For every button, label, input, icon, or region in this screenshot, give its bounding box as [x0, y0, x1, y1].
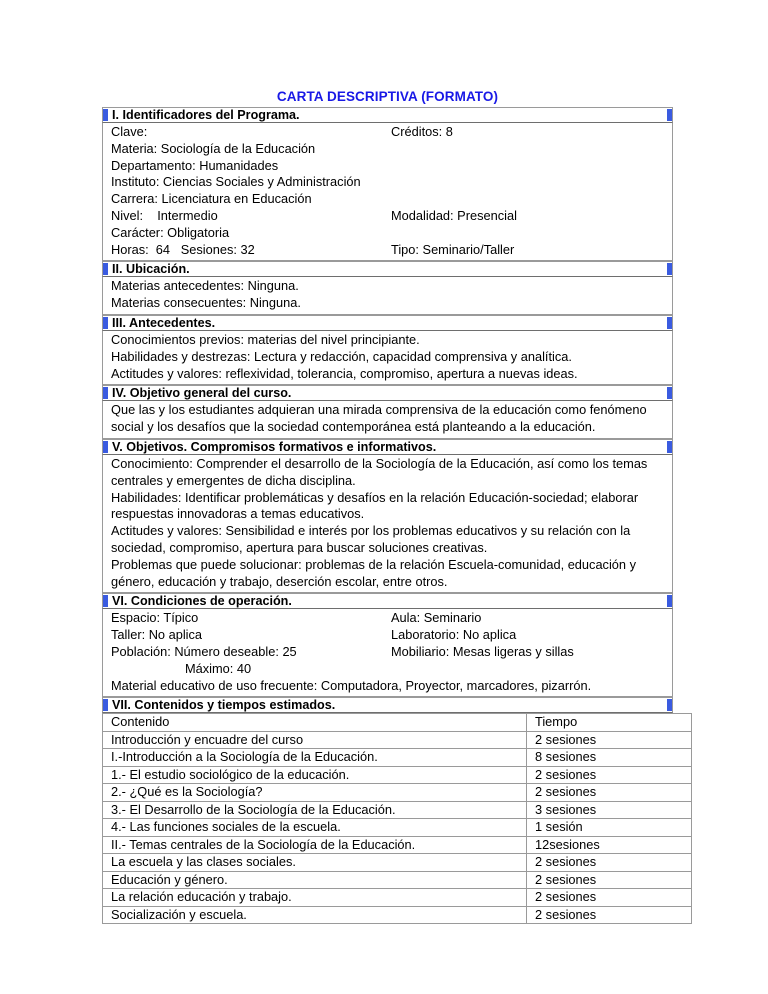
condiciones-row-taller: [103, 627, 672, 644]
objetivos-paragraph-problemas: Problemas que puede solucionar: problemas de la relación Escuela-comunidad, educación y género, educación y trabajo, deserción escolar, entre otros.: [111, 556, 636, 589]
condiciones-left: Taller: No aplica: [111, 627, 203, 643]
contenidos-cell-tiempo: 2 sesiones: [527, 784, 692, 802]
table-row: [103, 854, 692, 872]
section-body-row-objetivos-compromisos: [102, 455, 673, 593]
condiciones-line-material: Material educativo de uso frecuente: Computadora, Proyector, marcadores, pizarrón.: [111, 677, 592, 693]
section-header-antecedentes: [102, 315, 673, 331]
section-body-row-antecedentes: [102, 331, 673, 385]
table-row: [103, 731, 692, 749]
identificador-row-caracter: Carácter: Obligatoria: [111, 224, 230, 240]
contenidos-cell-contenido: La escuela y las clases sociales.: [103, 854, 527, 872]
objetivos-paragraph-actitudes: Actitudes y valores: Sensibilidad e interés por los problemas educativos y su relación con la sociedad, compromiso, apertura para buscar soluciones creativas.: [111, 523, 631, 555]
objetivos-paragraph-conocimiento: Conocimiento: Comprender el desarrollo de la Sociología de la Educación, así como los temas centrales y emergentes de dicha disciplina.: [111, 455, 648, 488]
section-body-row-contenidos: [102, 713, 673, 924]
section-heading-label: II. Ubicación.: [112, 262, 190, 277]
objetivos-paragraph-habilidades: Habilidades: Identificar problemáticas y desafíos en la relación Educación-sociedad; elaborar respuestas innovadoras a temas educativos.: [111, 489, 639, 522]
section-body-row-condiciones: [102, 609, 673, 697]
contenidos-cell-tiempo: 2 sesiones: [527, 871, 692, 889]
page-title: CARTA DESCRIPTIVA (FORMATO): [276, 89, 499, 104]
contenidos-cell-contenido: II.- Temas centrales de la Sociología de la Educación.: [103, 836, 527, 854]
condiciones-left: Población: Número deseable: 25: [111, 643, 297, 659]
table-row: [103, 749, 692, 767]
section-header-objetivos-compromisos: [102, 439, 673, 455]
contenidos-cell-tiempo: 2 sesiones: [527, 906, 692, 924]
section-body-row-objetivo-general: [102, 401, 673, 439]
antecedentes-line-habilidades: Habilidades y destrezas: Lectura y redacción, capacidad comprensiva y analítica.: [111, 348, 572, 364]
section-header-ubicacion: [102, 261, 673, 277]
section-header-row-objetivo-general: [102, 385, 673, 401]
contenidos-col-header-tiempo: Tiempo: [527, 714, 692, 732]
section-body-ubicacion: [102, 277, 673, 315]
contenidos-cell-tiempo: 2 sesiones: [527, 766, 692, 784]
contenidos-cell-tiempo: 2 sesiones: [527, 854, 692, 872]
identificador-row-materia: Materia: Sociología de la Educación: [111, 140, 316, 156]
section-header-row-identificadores: [102, 107, 673, 123]
condiciones-row-espacio: [103, 610, 672, 627]
identificador-right: Modalidad: Presencial: [391, 207, 517, 223]
identificador-row-carrera: Carrera: Licenciatura en Educación: [111, 191, 312, 207]
table-row: [103, 784, 692, 802]
table-row: [103, 836, 692, 854]
section-header-row-condiciones: [102, 593, 673, 609]
section-header-row-antecedentes: [102, 315, 673, 331]
section-header-row-objetivos-compromisos: [102, 439, 673, 455]
condiciones-line-maximo: Máximo: 40: [185, 660, 252, 676]
section-heading-label: III. Antecedentes.: [112, 315, 216, 330]
contenidos-cell-tiempo: 3 sesiones: [527, 801, 692, 819]
table-row: [103, 819, 692, 837]
identificador-row-horas: [103, 242, 672, 259]
identificador-left: Horas: 64 Sesiones: 32: [111, 241, 255, 257]
contenidos-cell-tiempo: 1 sesión: [527, 819, 692, 837]
identificador-row-instituto: Instituto: Ciencias Sociales y Administración: [111, 174, 361, 190]
contenidos-cell-tiempo: 12sesiones: [527, 836, 692, 854]
contenidos-cell-contenido: La relación educación y trabajo.: [103, 889, 527, 907]
identificador-right: Créditos: 8: [391, 124, 453, 139]
contenidos-cell-contenido: I.-Introducción a la Sociología de la Educación.: [103, 749, 527, 767]
ubicacion-line-consecuentes: Materias consecuentes: Ninguna.: [111, 295, 301, 311]
condiciones-left: Espacio: Típico: [111, 610, 199, 626]
contenidos-cell-contenido: 2.- ¿Qué es la Sociología?: [103, 784, 527, 802]
contenidos-cell-contenido: 4.- Las funciones sociales de la escuela.: [103, 819, 527, 837]
section-heading-label: VI. Condiciones de operación.: [112, 594, 292, 609]
identificador-left: Nivel: Intermedio: [111, 207, 218, 223]
table-row: [103, 801, 692, 819]
section-body-objetivos-compromisos: [102, 455, 673, 593]
section-body-identificadores: [102, 123, 673, 261]
contenidos-cell-contenido: Socialización y escuela.: [103, 906, 527, 924]
carta-descriptiva-table: [102, 107, 673, 924]
section-header-objetivo-general: [102, 385, 673, 401]
contenidos-cell-contenido: 3.- El Desarrollo de la Sociología de la Educación.: [103, 801, 527, 819]
contenidos-table-body: [103, 731, 692, 924]
section-body-condiciones: [102, 609, 673, 697]
section-header-contenidos: [102, 697, 673, 713]
condiciones-row-poblacion: [103, 644, 672, 661]
identificador-row-nivel: [103, 208, 672, 225]
condiciones-right: Mobiliario: Mesas ligeras y sillas: [391, 643, 574, 659]
section-body-objetivo-general: [102, 401, 673, 439]
objetivo-general-paragraph: Que las y los estudiantes adquieran una mirada comprensiva de la educación como fenómeno social y los desafíos que la sociedad contemporánea está planteando a la educación.: [111, 402, 647, 435]
contenidos-col-header-contenido: Contenido: [103, 714, 527, 732]
contenidos-header-row: [103, 714, 692, 732]
ubicacion-line-antecedentes: Materias antecedentes: Ninguna.: [111, 278, 299, 294]
section-heading-label: I. Identificadores del Programa.: [112, 108, 300, 122]
condiciones-right: Aula: Seminario: [391, 610, 482, 626]
section-body-row-identificadores: [102, 123, 673, 261]
contenidos-table: [102, 713, 692, 924]
identificador-row-departamento: Departamento: Humanidades: [111, 157, 279, 173]
identificador-row-clave: [103, 124, 672, 141]
section-header-condiciones: [102, 593, 673, 609]
identificador-right: Tipo: Seminario/Taller: [391, 241, 515, 257]
antecedentes-line-actitudes: Actitudes y valores: reflexividad, tolerancia, compromiso, apertura a nuevas ideas.: [111, 365, 578, 381]
contenidos-cell-tiempo: 2 sesiones: [527, 731, 692, 749]
contenidos-cell-contenido: 1.- El estudio sociológico de la educación.: [103, 766, 527, 784]
section-heading-label: VII. Contenidos y tiempos estimados.: [112, 698, 336, 713]
section-heading-label: IV. Objetivo general del curso.: [112, 386, 292, 401]
table-row: [103, 889, 692, 907]
table-row: [103, 871, 692, 889]
contenidos-cell-contenido: Introducción y encuadre del curso: [103, 731, 527, 749]
contenidos-cell-tiempo: 8 sesiones: [527, 749, 692, 767]
section-header-row-ubicacion: [102, 261, 673, 277]
section-header-identificadores: [102, 107, 673, 123]
section-heading-label: V. Objetivos. Compromisos formativos e informativos.: [112, 439, 437, 454]
contenidos-cell-tiempo: 2 sesiones: [527, 889, 692, 907]
section-header-row-contenidos: [102, 697, 673, 713]
antecedentes-line-conocimientos: Conocimientos previos: materias del nivel principiante.: [111, 331, 420, 347]
table-row: [103, 766, 692, 784]
contenidos-cell-contenido: Educación y género.: [103, 871, 527, 889]
section-body-antecedentes: [102, 331, 673, 385]
section-body-row-ubicacion: [102, 277, 673, 315]
table-row: [103, 906, 692, 924]
condiciones-right: Laboratorio: No aplica: [391, 627, 517, 643]
identificador-left: Clave:: [111, 124, 148, 139]
